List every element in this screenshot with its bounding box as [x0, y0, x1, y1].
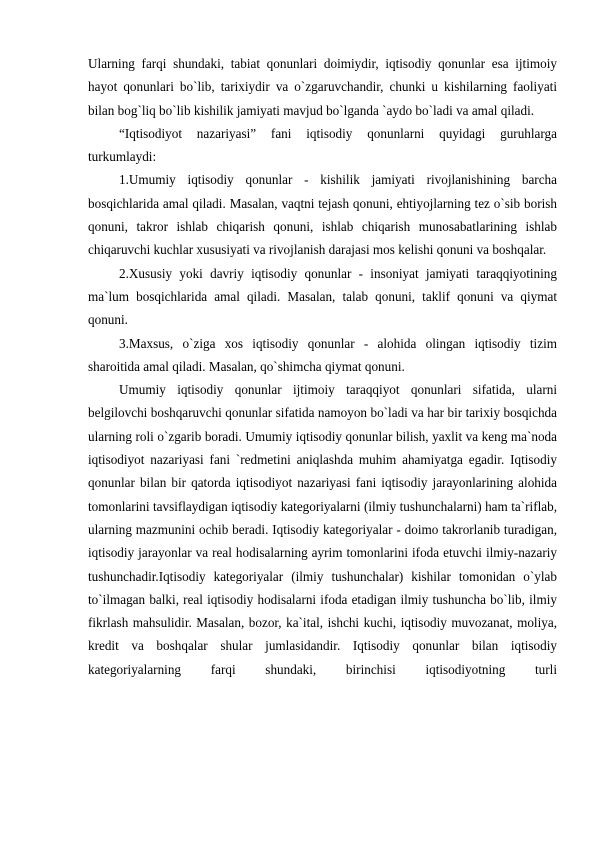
paragraph-special-laws: 3.Maxsus, o`ziga xos iqtisodiy qonunlar - alohida olingan iqtisodiy tizim sharoitida amal qiladi. Masalan, qo`shimcha qiymat qonuni.: [88, 335, 557, 374]
paragraph-private-laws: 2.Xususiy yoki davriy iqtisodiy qonunlar - insoniyat jamiyati taraqqiyotining ma`lum bosqichlarida amal qiladi. Masalan, talab qonuni, taklif qonuni va qiymat qonuni.: [88, 265, 557, 328]
paragraph-laws-difference: Ularning farqi shundaki, tabiat qonunlari doimiydir, iqtisodiy qonunlar esa ijtimoiy hayot qonunlari bo`lib, tarixiydir va o`zgaruvchandir, chunki u kishilarning faoliyati bilan bog`liq bo`lib kishilik jamiyati mavjud bo`lganda `aydo bo`ladi va amal qiladi.: [88, 56, 557, 118]
paragraph-categories: Umumiy iqtisodiy qonunlar ijtimoiy taraqqiyot qonunlari sifatida, ularni belgilovchi boshqaruvchi qonunlar sifatida namoyon bo`ladi va har bir tarixiy bosqichda ularning roli o`zgarib boradi. Umumiy iqtisodiy qonunlar bilish, yaxlit va keng ma`noda iqtisodiyot nazariyasi fani `redmetini aniqlashda muhim ahamiyatga egadir. Iqtisodiy qonunlar bilan bir qatorda iqtisodiyot nazariyasi fani iqtisodiy jarayonlarining alohida tomonlarini tavsiflaydigan iqtisodiy kategoriyalarni (ilmiy tushunchalarni) ham ta`riflab, ularning mazmunini ochib beradi. Iqtisodiy kategoriyalar - doimo takrorlanib turadigan, iqtisodiy jarayonlar va real hodisalarning ayrim tomonlarini ifoda etuvchi ilmiy-nazariy tushunchadir.Iqtisodiy kategoriyalar (ilmiy tushunchalar) kishilar tomonidan o`ylab to`ilmagan balki, real iqtisodiy hodisalarni ifoda etadigan ilmiy tushuncha bo`lib, ilmiy fikrlash mahsulidir. Masalan, bozor, ka`ital, ishchi kuchi, iqtisodiy muvozanat, moliya, kredit va boshqalar shular jumlasidandir. Iqtisodiy qonunlar bilan iqtisodiy kategoriyalarning farqi shundaki, birinchisi iqtisodiyotning turli: [88, 382, 557, 677]
paragraph-classification-intro: “Iqtisodiyot nazariyasi” fani iqtisodiy qonunlarni quyidagi guruhlarga turkumlaydi:: [88, 125, 557, 165]
document-page: [88, 52, 557, 681]
paragraph-general-laws: 1.Umumiy iqtisodiy qonunlar - kishilik jamiyati rivojlanishining barcha bosqichlarida amal qiladi. Masalan, vaqtni tejash qonuni, ehtiyojlarning tez o`sib borish qonuni, takror ishlab chiqarish qonuni, ishlab chiqarish munosabatlarining ishlab chiqaruvchi kuchlar xususiyati va rivojlanish darajasi mos kelishi qonuni va boshqalar.: [88, 172, 557, 258]
